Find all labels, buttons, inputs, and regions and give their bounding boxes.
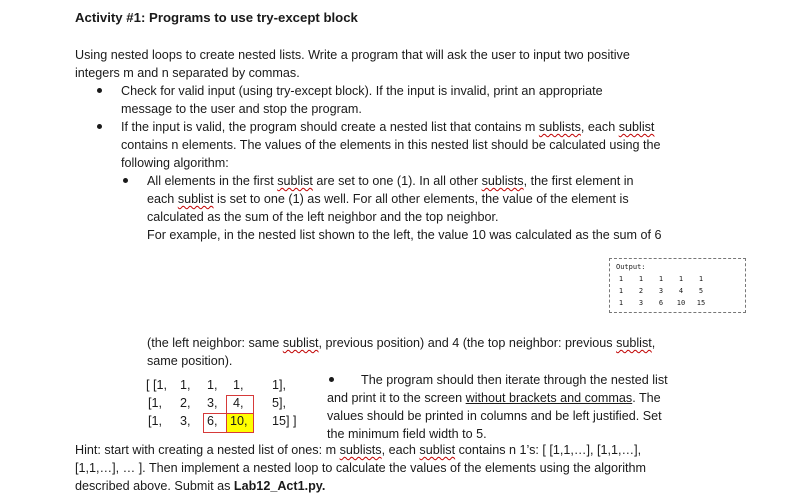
- hint-line-3: described above. Submit as Lab12_Act1.py.: [75, 479, 326, 493]
- bullet-icon: [329, 377, 334, 382]
- output-cell: 2: [638, 287, 644, 295]
- nested-list-cell: [1,: [148, 414, 163, 428]
- bullet-3-line-1: The program should then iterate through the nested list: [361, 373, 668, 387]
- nested-list-cell: 1],: [272, 378, 287, 392]
- output-cell: 1: [698, 275, 704, 283]
- nested-list-cell: 1,: [233, 378, 244, 392]
- output-cell: 1: [618, 275, 624, 283]
- sub-bullet-line-1: All elements in the first sublist are set to one (1). In all other sublists, the first element in: [147, 174, 634, 188]
- output-cell: 10: [676, 299, 686, 307]
- bullet-2-line-2: contains n elements. The values of the elements in this nested list should be calculated using the: [121, 138, 661, 152]
- nested-list-cell: 1,: [180, 378, 191, 392]
- bullet-3-line-3: values should be printed in columns and be left justified. Set: [327, 409, 662, 423]
- output-cell: 1: [678, 275, 684, 283]
- sub-bullet-line-3: calculated as the sum of the left neighbor and the top neighbor.: [147, 210, 499, 224]
- output-cell: 15: [696, 299, 706, 307]
- bullet-icon: [97, 124, 102, 129]
- bullet-2-line-1: If the input is valid, the program should create a nested list that contains m sublists, each sublist: [121, 120, 655, 134]
- output-label: Output:: [616, 263, 646, 271]
- bullet-3-line-2: and print it to the screen without brackets and commas. The: [327, 391, 661, 405]
- bullet-3-line-4: the minimum field width to 5.: [327, 427, 487, 441]
- output-cell: 4: [678, 287, 684, 295]
- bullet-2-line-3: following algorithm:: [121, 156, 229, 170]
- bullet-1-line-2: message to the user and stop the program.: [121, 102, 362, 116]
- bullet-1-line-1: Check for valid input (using try-except block). If the input is invalid, print an appropriate: [121, 84, 603, 98]
- nested-list-cell: 3,: [180, 414, 191, 428]
- nested-list-cell: 15] ]: [272, 414, 297, 428]
- output-cell: 5: [698, 287, 704, 295]
- nested-list-cell: 10,: [230, 414, 248, 428]
- neighbor-line-2: same position).: [147, 354, 233, 368]
- output-sample: [609, 258, 746, 313]
- output-cell: 1: [638, 275, 644, 283]
- intro-line-2: integers m and n separated by commas.: [75, 66, 300, 80]
- nested-list-cell: 1,: [207, 378, 218, 392]
- output-cell: 3: [658, 287, 664, 295]
- nested-list-cell: 2,: [180, 396, 191, 410]
- nested-list-cell: [ [1,: [146, 378, 167, 392]
- nested-list-cell: 5],: [272, 396, 287, 410]
- hint-line-1: Hint: start with creating a nested list of ones: m sublists, each sublist contains n 1’s: [ [1,1,…], [1,1,…],: [75, 443, 642, 457]
- bullet-icon: [97, 88, 102, 93]
- output-cell: 1: [618, 287, 624, 295]
- bullet-icon: [123, 178, 128, 183]
- nested-list-cell: 6,: [207, 414, 218, 428]
- nested-list-cell: 4,: [233, 396, 244, 410]
- intro-line-1: Using nested loops to create nested lists. Write a program that will ask the user to input two positive: [75, 48, 630, 62]
- neighbor-line-1: (the left neighbor: same sublist, previous position) and 4 (the top neighbor: previous sublist,: [147, 336, 656, 350]
- output-cell: 1: [618, 299, 624, 307]
- hint-line-2: [1,1,…], … ]. Then implement a nested loop to calculate the values of the elements using the algorithm: [75, 461, 647, 475]
- nested-list-cell: 3,: [207, 396, 218, 410]
- output-cell: 1: [658, 275, 664, 283]
- output-cell: 6: [658, 299, 664, 307]
- activity-title: Activity #1: Programs to use try-except block: [75, 10, 358, 25]
- output-cell: 3: [638, 299, 644, 307]
- sub-bullet-line-2: each sublist is set to one (1) as well. For all other elements, the value of the element is: [147, 192, 629, 206]
- nested-list-cell: [1,: [148, 396, 163, 410]
- sub-bullet-line-4: For example, in the nested list shown to the left, the value 10 was calculated as the sum of 6: [147, 228, 662, 242]
